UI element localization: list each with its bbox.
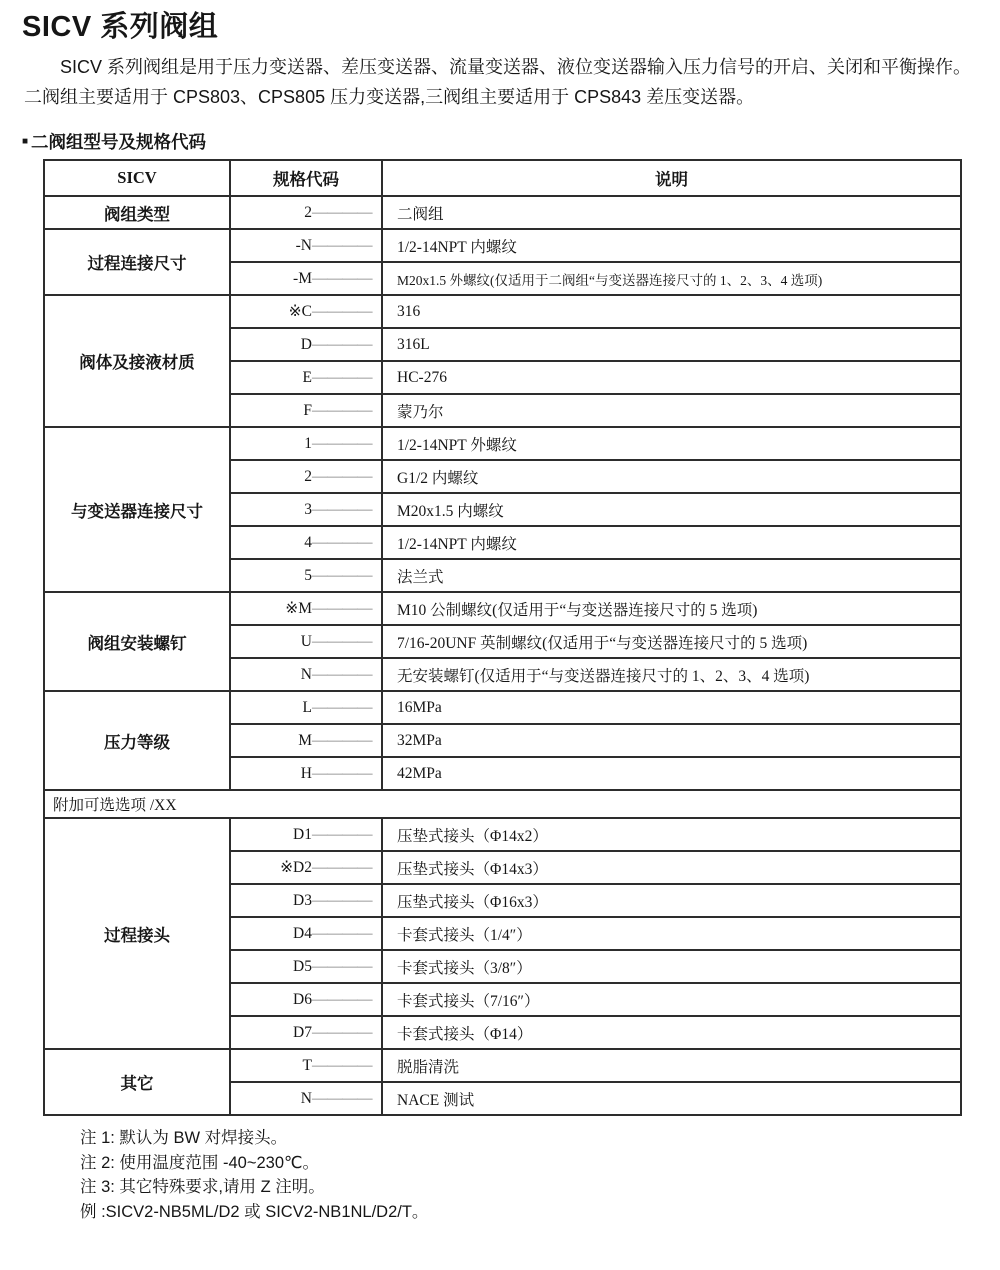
spec-code-dashes: ———— bbox=[312, 632, 372, 650]
table-row bbox=[44, 196, 961, 229]
spec-code-dashes: ———— bbox=[312, 731, 372, 749]
spec-desc: 无安装螺钉(仅适用于“与变送器连接尺寸的 1、2、3、4 选项) bbox=[382, 658, 961, 691]
spec-code-dashes: ———— bbox=[312, 303, 372, 320]
table-row bbox=[44, 229, 961, 262]
spec-code-table bbox=[43, 159, 962, 1116]
spec-code-cell bbox=[230, 526, 382, 559]
spec-code: ※C bbox=[288, 303, 312, 320]
spec-desc: 1/2-14NPT 内螺纹 bbox=[382, 526, 961, 559]
spec-code: ※M bbox=[285, 600, 312, 617]
spec-desc: 卡套式接头（Φ14） bbox=[382, 1016, 961, 1049]
spec-code: U bbox=[300, 632, 312, 650]
group-label-other: 其它 bbox=[44, 1049, 230, 1115]
spec-code: D6 bbox=[293, 990, 312, 1008]
spec-code: T bbox=[302, 1056, 312, 1074]
table-row bbox=[44, 1049, 961, 1082]
section-heading-text: 二阀组型号及规格代码 bbox=[31, 132, 207, 152]
spec-code-cell bbox=[230, 851, 382, 884]
spec-desc: NACE 测试 bbox=[382, 1082, 961, 1115]
spec-code-cell bbox=[230, 592, 382, 625]
spec-code-dashes: ———— bbox=[312, 1056, 372, 1074]
table-row bbox=[44, 295, 961, 328]
spec-desc: 32MPa bbox=[382, 724, 961, 757]
spec-desc: HC-276 bbox=[382, 361, 961, 394]
spec-desc: 法兰式 bbox=[382, 559, 961, 592]
spec-code: 2 bbox=[304, 467, 312, 485]
table-header-row bbox=[44, 160, 961, 196]
spec-code: ※D2 bbox=[280, 859, 312, 876]
col-header-description: 说明 bbox=[382, 160, 961, 196]
spec-code-cell bbox=[230, 262, 382, 295]
group-label-mounting-bolt: 阀组安装螺钉 bbox=[44, 592, 230, 691]
spec-code: N bbox=[300, 665, 312, 683]
spec-code-cell bbox=[230, 950, 382, 983]
group-label-pressure-rating: 压力等级 bbox=[44, 691, 230, 790]
spec-code-cell bbox=[230, 229, 382, 262]
spec-code: F bbox=[303, 401, 312, 419]
spec-code-dashes: ———— bbox=[312, 698, 372, 716]
spec-code-cell bbox=[230, 328, 382, 361]
spec-desc: M20x1.5 外螺纹(仅适用于二阀组“与变送器连接尺寸的 1、2、3、4 选项) bbox=[382, 262, 961, 295]
spec-desc: 压垫式接头（Φ16x3） bbox=[382, 884, 961, 917]
spec-code-dashes: ———— bbox=[312, 269, 372, 287]
spec-code: M bbox=[298, 731, 312, 749]
spec-code-cell bbox=[230, 884, 382, 917]
spec-code-dashes: ———— bbox=[312, 467, 372, 485]
spec-desc: 脱脂清洗 bbox=[382, 1049, 961, 1082]
spec-code-cell bbox=[230, 361, 382, 394]
group-label-process-connector: 过程接头 bbox=[44, 818, 230, 1049]
optional-extras-row bbox=[44, 790, 961, 818]
spec-code-dashes: ———— bbox=[312, 924, 372, 942]
spec-code-cell bbox=[230, 1016, 382, 1049]
spec-desc: 316L bbox=[382, 328, 961, 361]
group-label-transmitter-connection-size: 与变送器连接尺寸 bbox=[44, 427, 230, 592]
spec-code: 5 bbox=[304, 566, 312, 584]
square-bullet-icon: ■ bbox=[22, 136, 29, 147]
spec-code-dashes: ———— bbox=[312, 990, 372, 1008]
optional-extras-label: 附加可选选项 /XX bbox=[44, 790, 961, 818]
spec-desc: 1/2-14NPT 外螺纹 bbox=[382, 427, 961, 460]
spec-code-cell bbox=[230, 691, 382, 724]
spec-desc: 压垫式接头（Φ14x3） bbox=[382, 851, 961, 884]
spec-code-dashes: ———— bbox=[312, 566, 372, 584]
spec-code-cell bbox=[230, 983, 382, 1016]
spec-code: D1 bbox=[293, 825, 312, 843]
spec-code: N bbox=[300, 1089, 312, 1107]
spec-code-dashes: ———— bbox=[312, 533, 372, 551]
intro-paragraph: SICV 系列阀组是用于压力变送器、差压变送器、流量变送器、液位变送器输入压力信号的开启、关闭和平衡操作。二阀组主要适用于 CPS803、CPS805 压力变送器,三阀组主要适用于 CPS843 差压变送器。 bbox=[24, 57, 972, 107]
spec-desc: G1/2 内螺纹 bbox=[382, 460, 961, 493]
group-label-process-connection-size: 过程连接尺寸 bbox=[44, 229, 230, 295]
spec-desc: M20x1.5 内螺纹 bbox=[382, 493, 961, 526]
spec-desc: M10 公制螺纹(仅适用于“与变送器连接尺寸的 5 选项) bbox=[382, 592, 961, 625]
spec-code: 4 bbox=[304, 533, 312, 551]
group-label-body-wetted-material: 阀体及接液材质 bbox=[44, 295, 230, 427]
spec-code-cell bbox=[230, 460, 382, 493]
table-row bbox=[44, 427, 961, 460]
spec-code-dashes: ———— bbox=[312, 203, 372, 221]
section-heading bbox=[22, 132, 982, 152]
spec-desc: 卡套式接头（3/8″） bbox=[382, 950, 961, 983]
spec-code-cell bbox=[230, 295, 382, 328]
spec-code-dashes: ———— bbox=[312, 401, 372, 419]
group-label-valve-group-type: 阀组类型 bbox=[44, 196, 230, 229]
spec-code-dashes: ———— bbox=[312, 1023, 372, 1041]
spec-code: D5 bbox=[293, 957, 312, 975]
footnote-3: 注 3: 其它特殊要求,请用 Z 注明。 bbox=[80, 1178, 325, 1196]
spec-code-dashes: ———— bbox=[312, 434, 372, 452]
spec-code-cell bbox=[230, 1049, 382, 1082]
spec-code: 1 bbox=[304, 434, 312, 452]
spec-code-dashes: ———— bbox=[312, 500, 372, 518]
spec-code-cell bbox=[230, 493, 382, 526]
spec-code-cell bbox=[230, 625, 382, 658]
spec-code-dashes: ———— bbox=[312, 859, 372, 876]
footnote-2: 注 2: 使用温度范围 -40~230℃。 bbox=[80, 1153, 320, 1172]
spec-code-dashes: ———— bbox=[312, 600, 372, 617]
spec-code-cell bbox=[230, 394, 382, 427]
footnotes bbox=[80, 1126, 982, 1224]
spec-code-cell bbox=[230, 917, 382, 950]
spec-desc: 卡套式接头（7/16″） bbox=[382, 983, 961, 1016]
spec-code: 3 bbox=[304, 500, 312, 518]
spec-desc: 42MPa bbox=[382, 757, 961, 790]
table-row bbox=[44, 818, 961, 851]
spec-code-cell bbox=[230, 658, 382, 691]
spec-code: -N bbox=[295, 236, 312, 254]
spec-code-dashes: ———— bbox=[312, 957, 372, 975]
spec-code-dashes: ———— bbox=[312, 335, 372, 353]
footnote-example: 例 :SICV2-NB5ML/D2 或 SICV2-NB1NL/D2/T。 bbox=[80, 1202, 429, 1221]
page-title: SICV 系列阀组 bbox=[22, 11, 219, 43]
spec-code: 2 bbox=[304, 203, 312, 221]
spec-code-cell bbox=[230, 757, 382, 790]
spec-code: D7 bbox=[293, 1023, 312, 1041]
spec-code: D4 bbox=[293, 924, 312, 942]
spec-code-cell bbox=[230, 818, 382, 851]
spec-code-cell bbox=[230, 559, 382, 592]
spec-desc: 蒙乃尔 bbox=[382, 394, 961, 427]
spec-code: E bbox=[302, 368, 312, 386]
spec-code-cell bbox=[230, 1082, 382, 1115]
col-header-spec-code: 规格代码 bbox=[230, 160, 382, 196]
col-header-sicv: SICV bbox=[44, 160, 230, 196]
spec-code-cell bbox=[230, 724, 382, 757]
spec-desc: 1/2-14NPT 内螺纹 bbox=[382, 229, 961, 262]
spec-code-dashes: ———— bbox=[312, 891, 372, 909]
spec-desc: 二阀组 bbox=[382, 196, 961, 229]
spec-code: D3 bbox=[293, 891, 312, 909]
spec-code-dashes: ———— bbox=[312, 764, 372, 782]
spec-code-cell bbox=[230, 427, 382, 460]
footnote-1: 注 1: 默认为 BW 对焊接头。 bbox=[80, 1129, 288, 1147]
table-row bbox=[44, 592, 961, 625]
spec-desc: 压垫式接头（Φ14x2） bbox=[382, 818, 961, 851]
spec-code-dashes: ———— bbox=[312, 1089, 372, 1107]
spec-code: -M bbox=[293, 269, 312, 287]
table-row bbox=[44, 691, 961, 724]
spec-desc: 卡套式接头（1/4″） bbox=[382, 917, 961, 950]
spec-desc: 7/16-20UNF 英制螺纹(仅适用于“与变送器连接尺寸的 5 选项) bbox=[382, 625, 961, 658]
spec-code-dashes: ———— bbox=[312, 368, 372, 386]
spec-code-dashes: ———— bbox=[312, 825, 372, 843]
spec-code: D bbox=[300, 335, 312, 353]
spec-code-dashes: ———— bbox=[312, 665, 372, 683]
spec-desc: 316 bbox=[382, 295, 961, 328]
spec-desc: 16MPa bbox=[382, 691, 961, 724]
spec-code-dashes: ———— bbox=[312, 236, 372, 254]
spec-code: H bbox=[300, 764, 312, 782]
spec-code: L bbox=[302, 698, 312, 716]
spec-code-cell bbox=[230, 196, 382, 229]
